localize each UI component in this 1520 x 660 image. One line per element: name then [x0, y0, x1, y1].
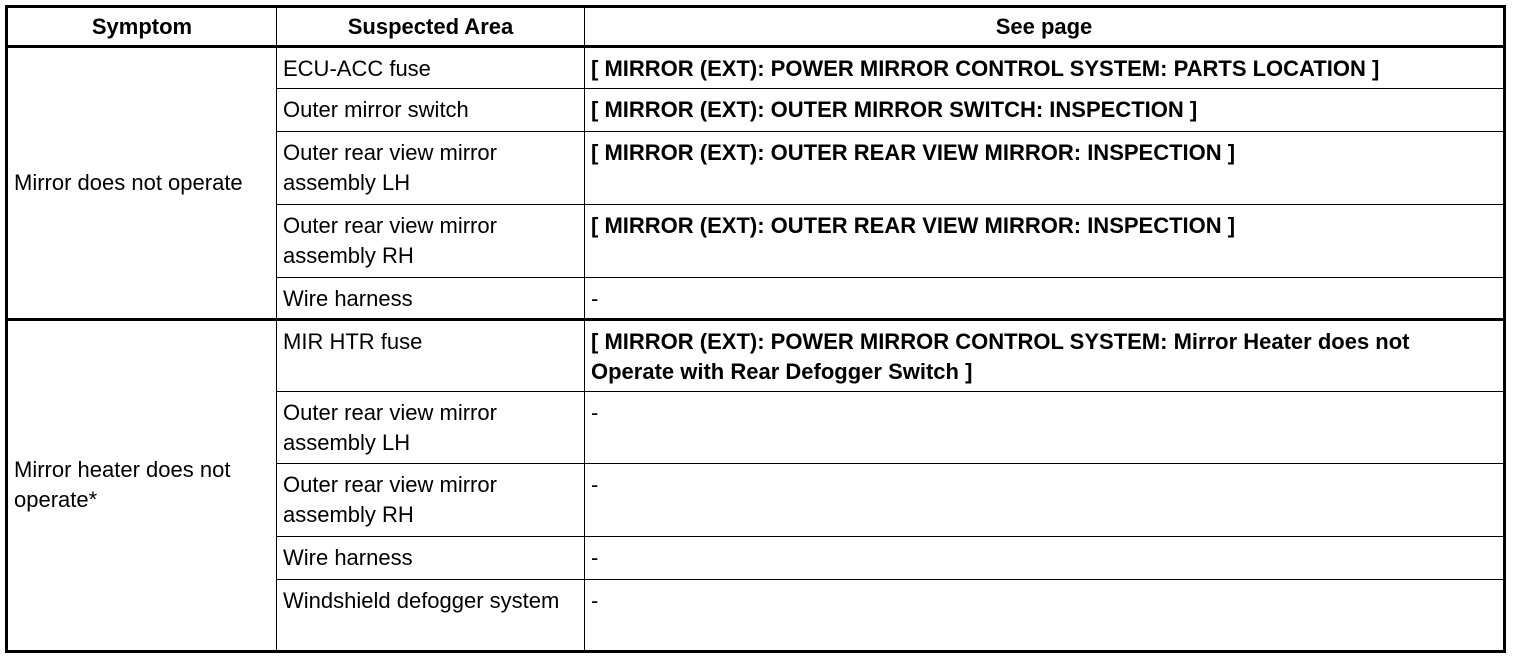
problem-symptoms-table [5, 5, 1506, 653]
see-page-cell: - [585, 579, 1505, 651]
see-page-link[interactable]: [ MIRROR (EXT): POWER MIRROR CONTROL SYSTEM: Mirror Heater does not Operate with Rear Defogger Switch ] [585, 319, 1505, 391]
suspected-area-cell: MIR HTR fuse [277, 319, 585, 391]
header-symptom: Symptom [7, 7, 277, 47]
header-row [7, 7, 1505, 47]
header-see-page: See page [585, 7, 1505, 47]
suspected-area-cell: Outer rear view mirror assembly LH [277, 132, 585, 204]
table-row [7, 319, 1505, 391]
see-page-cell: - [585, 277, 1505, 319]
symptom-cell: Mirror heater does not operate* [7, 319, 277, 651]
suspected-area-cell: Wire harness [277, 277, 585, 319]
see-page-link[interactable]: [ MIRROR (EXT): POWER MIRROR CONTROL SYSTEM: PARTS LOCATION ] [585, 47, 1505, 89]
suspected-area-cell: ECU-ACC fuse [277, 47, 585, 89]
suspected-area-cell: Outer rear view mirror assembly RH [277, 204, 585, 277]
header-suspected-area: Suspected Area [277, 7, 585, 47]
table-row [7, 47, 1505, 89]
see-page-cell: - [585, 536, 1505, 579]
see-page-cell: - [585, 392, 1505, 464]
see-page-link[interactable]: [ MIRROR (EXT): OUTER REAR VIEW MIRROR: INSPECTION ] [585, 204, 1505, 277]
suspected-area-cell: Outer rear view mirror assembly LH [277, 392, 585, 464]
symptom-cell: Mirror does not operate [7, 47, 277, 320]
suspected-area-cell: Windshield defogger system [277, 579, 585, 651]
suspected-area-cell: Outer mirror switch [277, 89, 585, 132]
see-page-cell: - [585, 464, 1505, 536]
see-page-link[interactable]: [ MIRROR (EXT): OUTER REAR VIEW MIRROR: INSPECTION ] [585, 132, 1505, 204]
see-page-link[interactable]: [ MIRROR (EXT): OUTER MIRROR SWITCH: INSPECTION ] [585, 89, 1505, 132]
suspected-area-cell: Wire harness [277, 536, 585, 579]
suspected-area-cell: Outer rear view mirror assembly RH [277, 464, 585, 536]
